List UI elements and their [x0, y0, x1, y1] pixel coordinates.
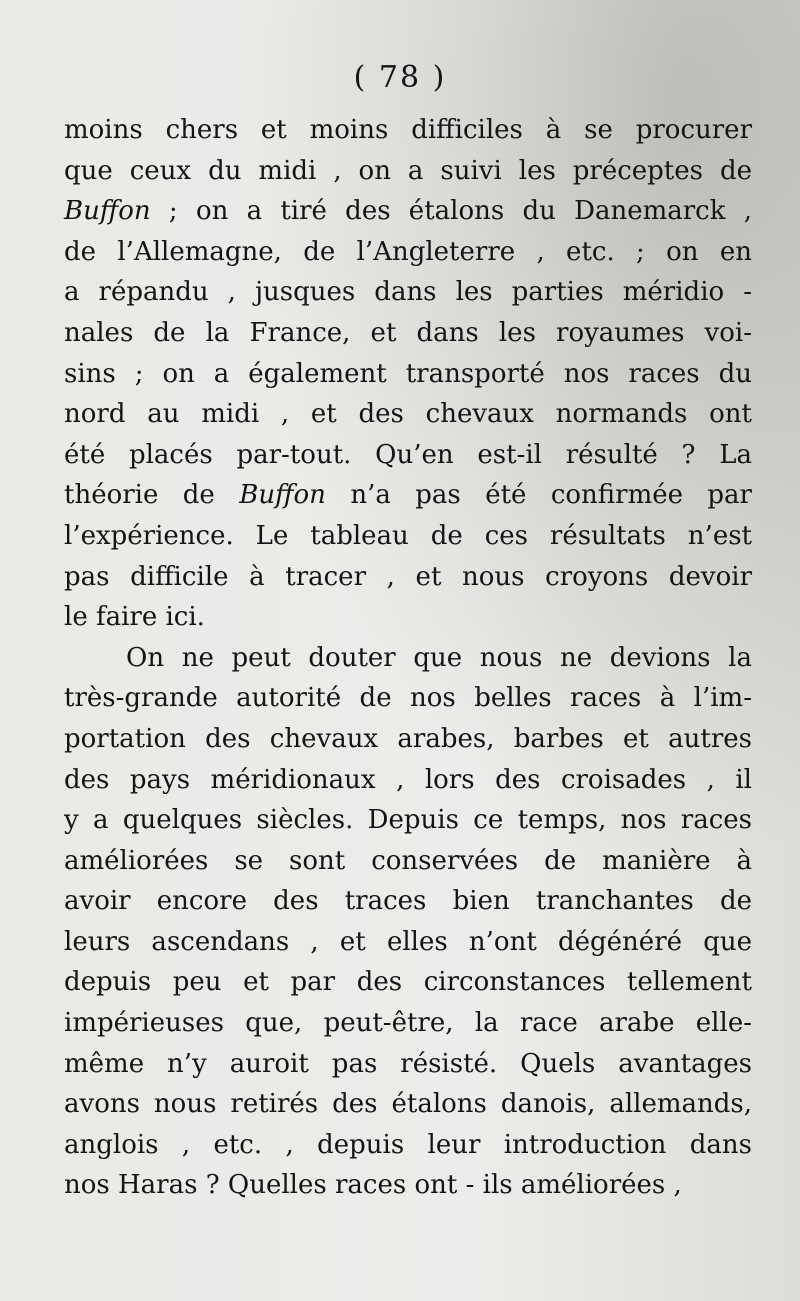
text-line	[64, 232, 752, 273]
text-line	[64, 354, 752, 395]
italic-name: Buffon	[239, 480, 326, 511]
text-segment: On ne peut douter que nous ne devions la	[126, 642, 752, 673]
text-line	[64, 1003, 752, 1044]
text-segment: leurs ascendans , et elles n’ont dégénéré que	[64, 926, 752, 957]
text-line	[64, 760, 752, 801]
text-segment: pas difficile à tracer , et nous croyons devoir	[64, 561, 752, 592]
text-segment: a répandu , jusques dans les parties méridio -	[64, 277, 752, 308]
text-segment: que ceux du midi , on a suivi les préceptes de	[64, 155, 752, 186]
text-segment: avoir encore des traces bien tranchantes de	[64, 886, 752, 917]
text-line	[64, 841, 752, 882]
italic-name: Buffon	[64, 196, 151, 227]
text-line	[64, 272, 752, 313]
text-line	[64, 962, 752, 1003]
text-line	[64, 800, 752, 841]
text-segment: sins ; on a également transporté nos races du	[64, 358, 752, 389]
text-line	[64, 151, 752, 192]
text-line	[64, 475, 752, 516]
text-line	[64, 516, 752, 557]
text-line	[64, 557, 752, 598]
text-segment: nos Haras ? Quelles races ont - ils améliorées ,	[64, 1170, 682, 1201]
text-segment: avons nous retirés des étalons danois, allemands,	[64, 1089, 752, 1120]
text-segment: des pays méridionaux , lors des croisades , il	[64, 764, 752, 795]
text-segment: de l’Allemagne, de l’Angleterre , etc. ; on en	[64, 236, 752, 267]
text-line	[64, 881, 752, 922]
text-segment: l’expérience. Le tableau de ces résultats n’est	[64, 520, 752, 551]
text-segment: impérieuses que, peut-être, la race arabe elle-	[64, 1008, 752, 1039]
text-line	[64, 1125, 752, 1166]
text-line	[64, 435, 752, 476]
text-segment: théorie de	[64, 480, 240, 511]
text-line	[64, 313, 752, 354]
text-line	[64, 394, 752, 435]
text-line	[64, 1084, 752, 1125]
text-segment: anglois , etc. , depuis leur introduction dans	[64, 1129, 752, 1160]
paragraph	[64, 110, 752, 638]
text-segment: n’a pas été confirmée par	[325, 480, 752, 511]
text-segment: nales de la France, et dans les royaumes voi-	[64, 317, 752, 348]
text-line	[64, 1044, 752, 1085]
text-segment: améliorées se sont conservées de manière à	[64, 845, 752, 876]
text-segment: y a quelques siècles. Depuis ce temps, nos races	[64, 805, 752, 836]
paragraph	[64, 638, 752, 1206]
text-line	[64, 1165, 752, 1206]
text-line	[64, 110, 752, 151]
text-line	[64, 719, 752, 760]
text-line	[64, 191, 752, 232]
text-segment: portation des chevaux arabes, barbes et autres	[64, 723, 752, 754]
text-line	[64, 678, 752, 719]
text-segment: ; on a tiré des étalons du Danemarck ,	[150, 196, 752, 227]
text-segment: le faire ici.	[64, 602, 205, 633]
text-line	[64, 638, 752, 679]
body-text	[64, 110, 752, 1206]
text-segment: moins chers et moins difficiles à se procurer	[64, 115, 752, 145]
page-number: ( 78 )	[353, 60, 447, 95]
text-line	[64, 922, 752, 963]
text-segment: très-grande autorité de nos belles races à l’im-	[64, 683, 752, 714]
text-segment: nord au midi , et des chevaux normands ont	[64, 399, 752, 430]
text-line	[64, 597, 752, 638]
text-segment: depuis peu et par des circonstances tellement	[64, 967, 752, 998]
text-segment: été placés par-tout. Qu’en est-il résulté ? La	[64, 439, 752, 470]
text-segment: même n’y auroit pas résisté. Quels avantages	[64, 1048, 752, 1079]
